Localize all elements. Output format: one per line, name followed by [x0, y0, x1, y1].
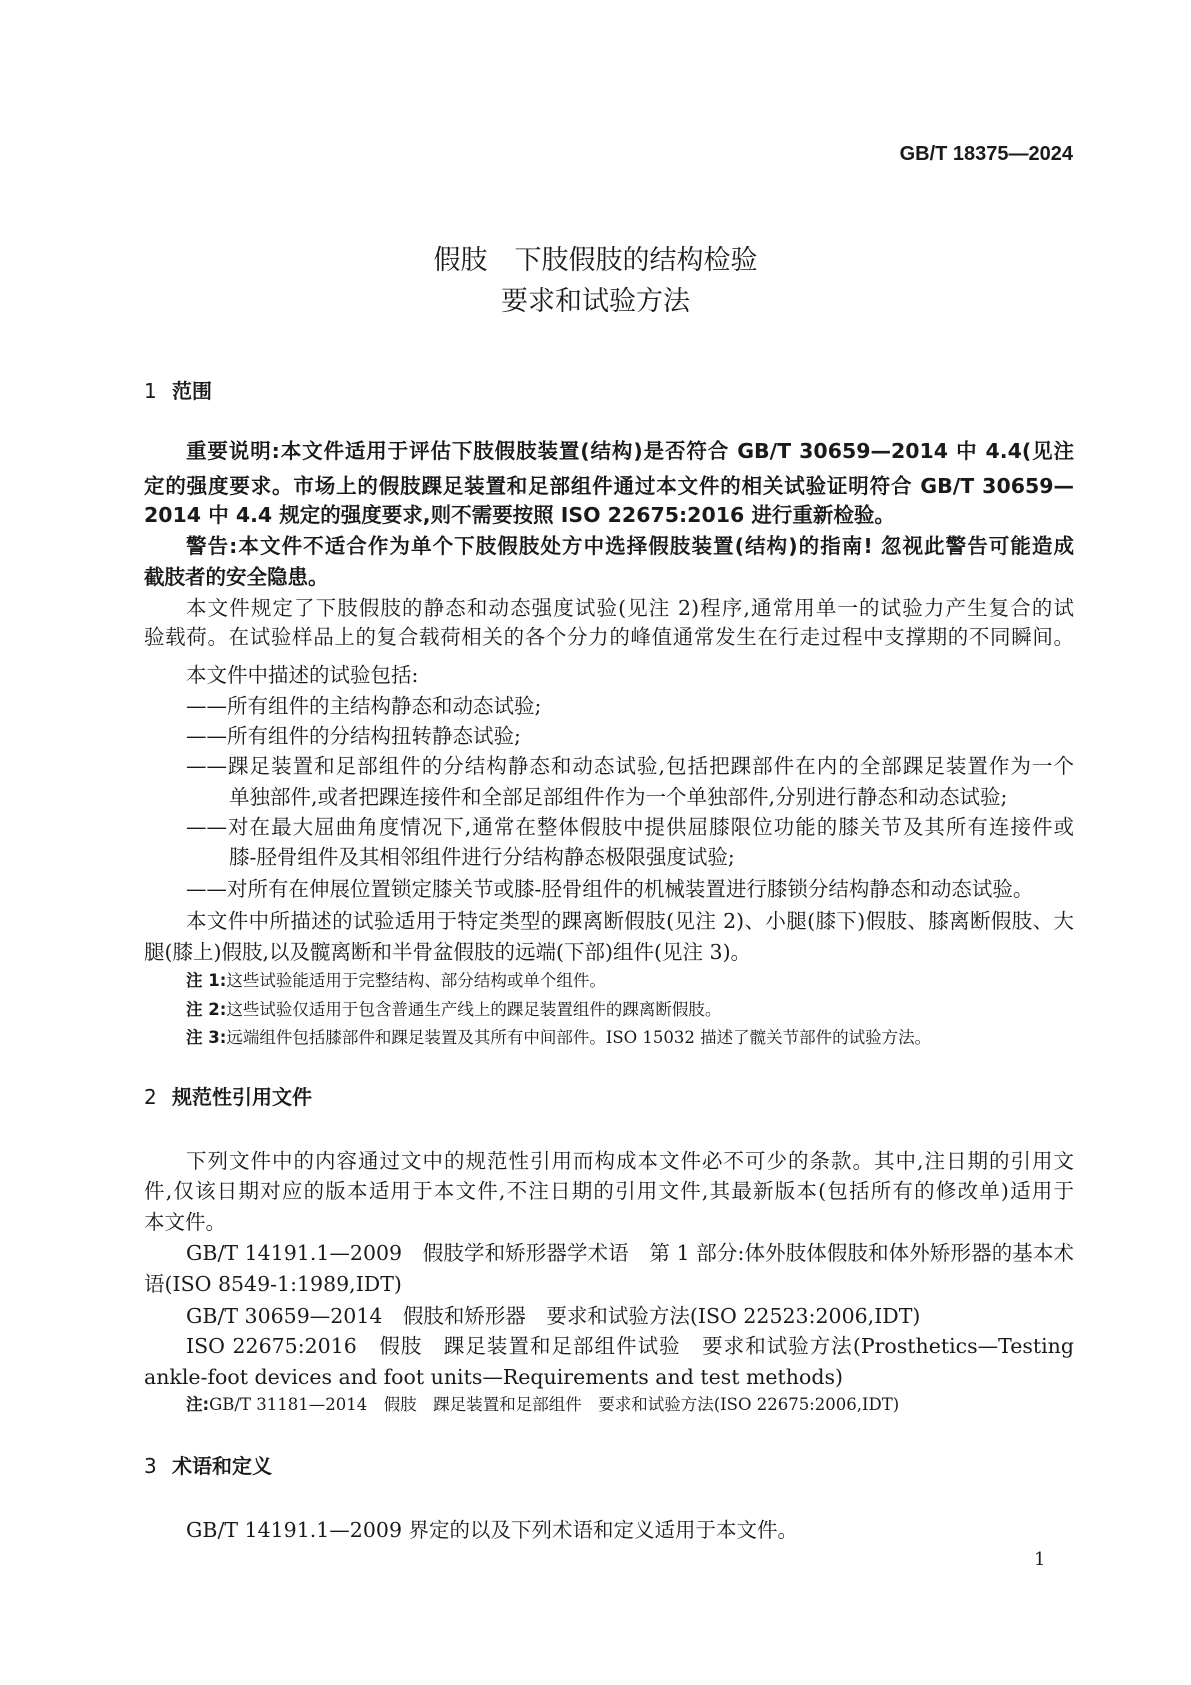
paragraph-line: 腿(膝上)假肢,以及髋离断和半骨盆假肢的远端(下部)组件(见注 3)。 [144, 940, 752, 964]
important-note-line: 重要说明:本文件适用于评估下肢假肢装置(结构)是否符合 GB/T 30659—2014 中 4.4(见注 [186, 439, 1074, 463]
paragraph-line: 本文件。 [144, 1210, 226, 1234]
paragraph-line: 件,仅该日期对应的版本适用于本文件,不注日期的引用文件,其最新版本(包括所有的修改单)适用于 [144, 1179, 1074, 1203]
reference-note [186, 1393, 899, 1417]
paragraph-line: 本文件中描述的试验包括: [186, 663, 419, 687]
note-label: 注 3: [186, 1028, 227, 1047]
note-label: 注: [186, 1395, 210, 1414]
title-line-2: 要求和试验方法 [501, 286, 690, 317]
note-text: 这些试验仅适用于包含普通生产线上的踝足装置组件的踝离断假肢。 [226, 1000, 722, 1019]
reference-entry: 语(ISO 8549-1:1989,IDT) [144, 1272, 402, 1296]
title-line-1: 假肢 下肢假肢的结构检验 [433, 245, 758, 276]
note-3 [186, 1026, 931, 1050]
section-title: 范围 [172, 379, 212, 403]
reference-entry: ankle-foot devices and foot units—Requirements and test methods) [144, 1365, 843, 1389]
section-2-heading [144, 1085, 312, 1109]
paragraph-line: 本文件中所描述的试验适用于特定类型的踝离断假肢(见注 2)、小腿(膝下)假肢、膝离断假肢、大 [186, 909, 1074, 933]
note-label: 注 1: [186, 971, 227, 990]
section-title: 术语和定义 [172, 1454, 272, 1478]
reference-entry: ISO 22675:2016 假肢 踝足装置和足部组件试验 要求和试验方法(Prosthetics—Testing [186, 1334, 1074, 1358]
note-1 [186, 969, 606, 993]
section-3-heading [144, 1454, 272, 1478]
reference-entry: GB/T 30659—2014 假肢和矫形器 要求和试验方法(ISO 22523:2006,IDT) [186, 1304, 921, 1328]
list-item: ——踝足装置和足部组件的分结构静态和动态试验,包括把踝部件在内的全部踝足装置作为一个 [186, 754, 1074, 778]
list-item: ——所有组件的分结构扭转静态试验; [186, 724, 521, 748]
section-number: 1 [144, 379, 157, 403]
list-item-continuation: 膝-胫骨组件及其相邻组件进行分结构静态极限强度试验; [229, 845, 735, 869]
document-number: GB/T 18375—2024 [899, 143, 1073, 165]
note-text: 远端组件包括膝部件和踝足装置及其所有中间部件。ISO 15032 描述了髋关节部件的试验方法。 [226, 1028, 932, 1047]
reference-entry: GB/T 14191.1—2009 假肢学和矫形器学术语 第 1 部分:体外肢体假肢和体外矫形器的基本术 [186, 1241, 1074, 1265]
section-title: 规范性引用文件 [172, 1085, 312, 1109]
note-label: 注 2: [186, 1000, 227, 1019]
list-item: ——对所有在伸展位置锁定膝关节或膝-胫骨组件的机械装置进行膝锁分结构静态和动态试验。 [186, 877, 1034, 901]
section-number: 3 [144, 1454, 157, 1478]
note-text: GB/T 31181—2014 假肢 踝足装置和足部组件 要求和试验方法(ISO 22675:2006,IDT) [209, 1395, 900, 1414]
important-note-line: 2014 中 4.4 规定的强度要求,则不需要按照 ISO 22675:2016 进行重新检验。 [144, 503, 895, 527]
list-item-continuation: 单独部件,或者把踝连接件和全部足部组件作为一个单独部件,分别进行静态和动态试验; [229, 785, 1008, 809]
list-item: ——对在最大屈曲角度情况下,通常在整体假肢中提供屈膝限位功能的膝关节及其所有连接件或 [186, 815, 1074, 839]
warning-line: 截肢者的安全隐患。 [144, 565, 329, 589]
page-number: 1 [1034, 1549, 1046, 1570]
note-text: 这些试验能适用于完整结构、部分结构或单个组件。 [226, 971, 606, 990]
note-2 [186, 998, 721, 1022]
important-note-line: 定的强度要求。市场上的假肢踝足装置和足部组件通过本文件的相关试验证明符合 GB/T 30659— [144, 474, 1074, 498]
section-number: 2 [144, 1085, 157, 1109]
paragraph-line: GB/T 14191.1—2009 界定的以及下列术语和定义适用于本文件。 [186, 1518, 798, 1542]
paragraph-line: 下列文件中的内容通过文中的规范性引用而构成本文件必不可少的条款。其中,注日期的引用文 [186, 1149, 1074, 1173]
list-item: ——所有组件的主结构静态和动态试验; [186, 694, 542, 718]
warning-line: 警告:本文件不适合作为单个下肢假肢处方中选择假肢装置(结构)的指南! 忽视此警告可能造成 [186, 534, 1074, 558]
paragraph-line: 验载荷。在试验样品上的复合载荷相关的各个分力的峰值通常发生在行走过程中支撑期的不同瞬间。 [144, 625, 1074, 649]
paragraph-line: 本文件规定了下肢假肢的静态和动态强度试验(见注 2)程序,通常用单一的试验力产生复合的试 [186, 596, 1074, 620]
section-1-heading [144, 379, 212, 403]
